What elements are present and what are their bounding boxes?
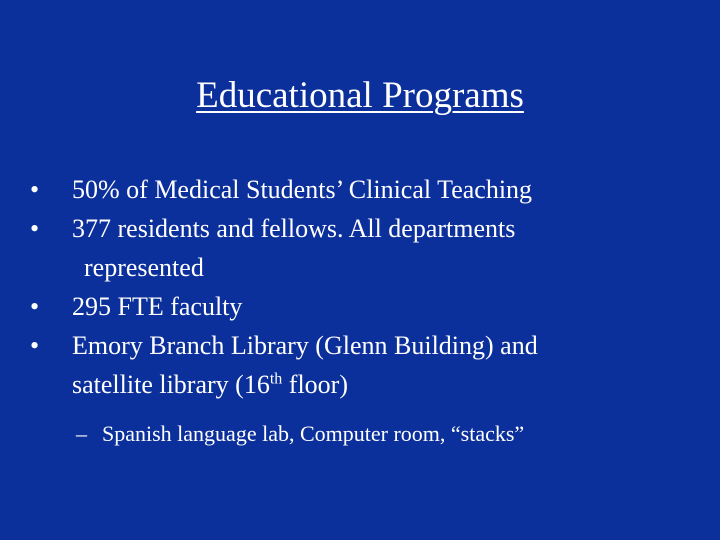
bullet-text: Emory Branch Library (Glenn Building) and: [72, 331, 538, 360]
bullet-continuation: represented: [84, 253, 204, 282]
library-floor-superscript: th: [269, 370, 283, 388]
bullet-marker: •: [30, 292, 40, 321]
bullet-item-residents: [30, 209, 690, 287]
bullet-text: 295 FTE faculty: [72, 292, 243, 321]
library-floor-suffix: floor): [282, 370, 348, 399]
bullet-item-faculty: [30, 287, 690, 326]
bullet-text: 377 residents and fellows. All departments: [72, 214, 516, 243]
bullet-continuation: [72, 365, 690, 404]
bullet-marker: •: [30, 331, 40, 360]
bullet-item-medical-students: [30, 170, 690, 209]
bullet-item-library: [30, 326, 690, 404]
sub-bullet-item-library-resources: [30, 418, 690, 450]
bullet-marker: •: [30, 175, 40, 204]
library-floor-prefix: satellite library (16: [72, 370, 270, 399]
sub-bullet-marker: –: [76, 421, 87, 446]
bullet-marker: •: [30, 214, 40, 243]
sub-bullet-text: Spanish language lab, Computer room, “stacks”: [102, 421, 525, 446]
slide-title-text: Educational Programs: [196, 75, 524, 116]
slide-title: [0, 70, 720, 122]
bullet-text: 50% of Medical Students’ Clinical Teaching: [72, 175, 533, 204]
bullet-list: [30, 170, 690, 450]
